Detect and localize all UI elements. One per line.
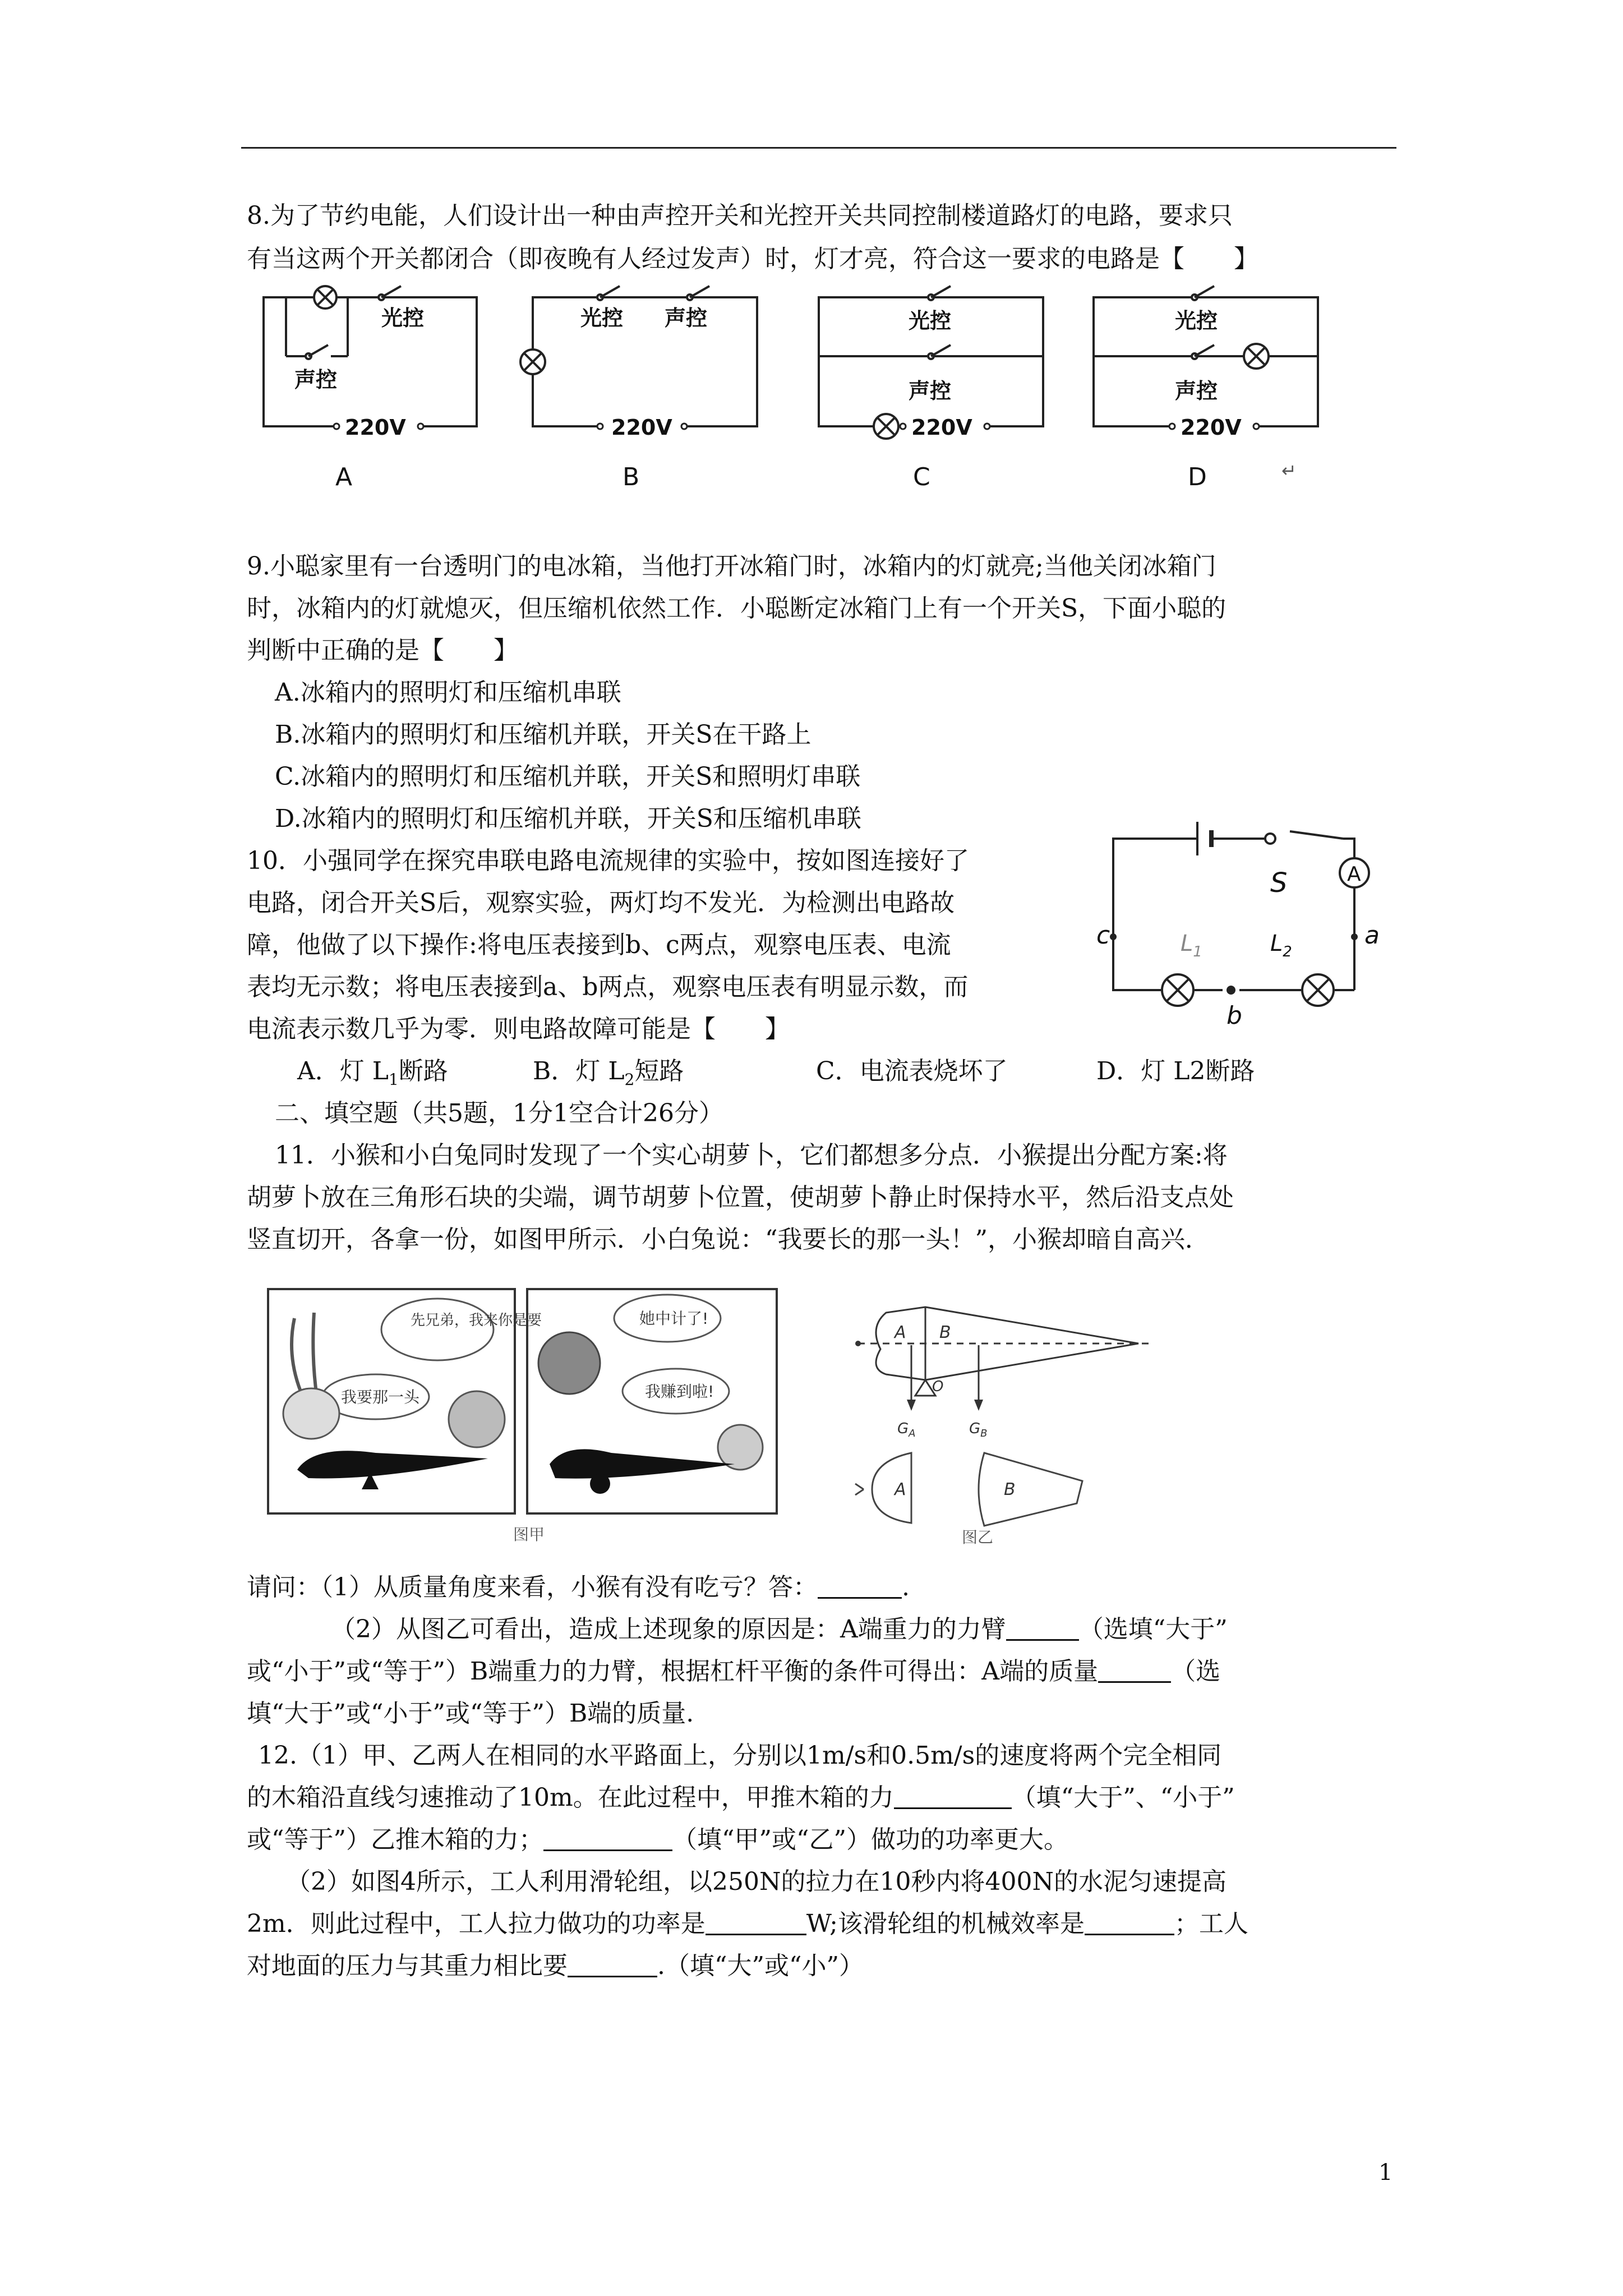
q10-ammeter-label: A bbox=[1347, 863, 1361, 886]
q12-blank-1[interactable] bbox=[894, 1783, 1012, 1809]
q10-option-c: C．电流表烧坏了 bbox=[816, 1057, 1008, 1085]
q11-blank-1[interactable] bbox=[818, 1572, 902, 1599]
comic-caption: 图甲 bbox=[513, 1525, 545, 1544]
q11-ask4: 填“大于”或“小于”或“等于”）B端的质量. bbox=[247, 1699, 694, 1728]
q9-line2: 时，冰箱内的灯就熄灭，但压缩机依然工作．小聪断定冰箱门上有一个开关S，下面小聪的 bbox=[247, 594, 1227, 623]
q12-line1: 12.（1）甲、乙两人在相同的水平路面上，分别以1m/s和0.5m/s的速度将两个完全相同 bbox=[258, 1741, 1222, 1770]
comic-bubble-1: 先兄弟，我来你是要 bbox=[411, 1312, 542, 1329]
q10-lamp-l1-label: $L_1$ bbox=[1181, 931, 1202, 960]
comic-bubble-4: 我赚到啦! bbox=[645, 1382, 714, 1401]
q8-d-light-label: 光控 bbox=[1175, 309, 1218, 333]
q8-option-c-label: C bbox=[913, 463, 930, 491]
q8-a-sound-label: 声控 bbox=[294, 367, 338, 392]
comic-bubble-2: 我要那一头 bbox=[341, 1388, 420, 1406]
q8-option-a-label: A bbox=[335, 463, 353, 491]
q8-c-light-label: 光控 bbox=[909, 309, 952, 333]
header-rule bbox=[241, 147, 1396, 149]
q12-line3: 或“等于”）乙推木箱的力； （填“甲”或“乙”）做功的功率更大。 bbox=[247, 1825, 1068, 1854]
q12-line2: 的木箱沿直线匀速推动了10m。在此过程中，甲推木箱的力 （填“大于”、“小于” bbox=[247, 1783, 1235, 1812]
q10-point-c: c bbox=[1096, 921, 1110, 950]
q11-line3: 竖直切开，各拿一份，如图甲所示．小白兔说：“我要长的那一头！”，小猴却暗自高兴． bbox=[247, 1225, 1210, 1254]
q11-blank-2[interactable] bbox=[1006, 1614, 1079, 1641]
q10-lamp-l2-label: $L_2$ bbox=[1270, 931, 1292, 960]
q12-line6: 对地面的压力与其重力相比要 .（填“大”或“小”） bbox=[247, 1952, 864, 1980]
q8-b-voltage: 220V bbox=[611, 415, 672, 440]
q8-line2: 有当这两个开关都闭合（即夜晚有人经过发声）时，灯才亮，符合这一要求的电路是【 】 bbox=[247, 245, 1258, 273]
page-number: 1 bbox=[1378, 2160, 1393, 2185]
q8-circuit-options-figure bbox=[252, 283, 1329, 502]
lever-label-b: B bbox=[939, 1323, 951, 1342]
q11-blank-3[interactable] bbox=[1098, 1657, 1171, 1683]
q12-blank-2[interactable] bbox=[543, 1825, 672, 1851]
q10-line2: 电路，闭合开关S后，观察实验，两灯均不发光．为检测出电路故 bbox=[247, 889, 955, 917]
q8-c-voltage: 220V bbox=[911, 415, 972, 440]
q10-switch-label: S bbox=[1270, 867, 1288, 899]
q8-d-sound-label: 声控 bbox=[1175, 379, 1218, 403]
q9-option-c: C.冰箱内的照明灯和压缩机并联，开关S和照明灯串联 bbox=[275, 762, 861, 791]
q12-line5: 2m．则此过程中，工人拉力做功的功率是 W;该滑轮组的机械效率是 ；工人 bbox=[247, 1910, 1248, 1938]
q11-ask2: （2）从图乙可看出，造成上述现象的原因是：A端重力的力臂 （选填“大于” bbox=[331, 1615, 1228, 1644]
lever-label-ga: $G_A$ bbox=[897, 1420, 916, 1439]
q8-b-light-label: 光控 bbox=[580, 306, 624, 330]
q8-d-voltage: 220V bbox=[1181, 415, 1242, 440]
q10-option-b: B．灯 $L_2$短路 bbox=[533, 1057, 684, 1089]
q9-option-d: D.冰箱内的照明灯和压缩机并联，开关S和压缩机串联 bbox=[275, 804, 861, 833]
lever-piece-b-label: B bbox=[1004, 1480, 1016, 1499]
q8-b-sound-label: 声控 bbox=[665, 306, 708, 330]
q11-comic-figure-jia bbox=[264, 1285, 785, 1548]
q12-line4: （2）如图4所示，工人利用滑轮组，以250N的拉力在10秒内将400N的水泥匀速提高 bbox=[286, 1867, 1227, 1896]
lever-caption: 图乙 bbox=[962, 1528, 994, 1547]
q10-line3: 障，他做了以下操作:将电压表接到b、c两点，观察电压表、电流 bbox=[247, 931, 951, 959]
q11-ask1: 请问：（1）从质量角度来看，小猴有没有吃亏？答： . bbox=[247, 1573, 910, 1602]
q12-blank-4[interactable] bbox=[1085, 1909, 1174, 1935]
q8-c-sound-label: 声控 bbox=[909, 379, 952, 403]
q9-option-a: A.冰箱内的照明灯和压缩机串联 bbox=[275, 678, 621, 707]
lever-piece-a-label: A bbox=[895, 1480, 906, 1499]
q10-series-circuit-figure bbox=[1096, 797, 1388, 1043]
q10-line5: 电流表示数几乎为零．则电路故障可能是【 】 bbox=[247, 1015, 790, 1043]
svg-text:↵: ↵ bbox=[1281, 460, 1297, 481]
q10-line1: 10．小强同学在探究串联电路电流规律的实验中，按如图连接好了 bbox=[247, 846, 969, 875]
lever-label-o: O bbox=[932, 1378, 944, 1395]
q11-line2: 胡萝卜放在三角形石块的尖端，调节胡萝卜位置，使胡萝卜静止时保持水平，然后沿支点处 bbox=[247, 1183, 1234, 1212]
lever-label-gb: $G_B$ bbox=[969, 1420, 988, 1439]
q10-option-a: A．灯 $L_1$断路 bbox=[297, 1057, 448, 1089]
lever-label-a: A bbox=[895, 1323, 906, 1342]
q10-option-d: D．灯 L2断路 bbox=[1096, 1057, 1255, 1085]
q8-a-light-label: 光控 bbox=[381, 306, 425, 330]
q9-option-b: B.冰箱内的照明灯和压缩机并联，开关S在干路上 bbox=[275, 720, 811, 749]
q8-option-d-label: D bbox=[1188, 463, 1207, 491]
q9-line1: 9.小聪家里有一台透明门的电冰箱，当他打开冰箱门时，冰箱内的灯就亮;当他关闭冰箱门 bbox=[247, 552, 1216, 581]
q11-lever-figure-yi bbox=[847, 1296, 1161, 1548]
q12-blank-3[interactable] bbox=[706, 1909, 806, 1935]
q11-line1: 11．小猴和小白兔同时发现了一个实心胡萝卜，它们都想多分点．小猴提出分配方案:将 bbox=[275, 1141, 1228, 1170]
comic-bubble-3: 她中计了! bbox=[639, 1309, 709, 1328]
q11-ask3: 或“小于”或“等于”）B端重力的力臂，根据杠杆平衡的条件可得出：A端的质量 （选 bbox=[247, 1657, 1221, 1686]
q8-a-voltage: 220V bbox=[345, 415, 406, 440]
q10-point-b: b bbox=[1227, 1001, 1242, 1030]
q9-line3: 判断中正确的是【 】 bbox=[247, 636, 518, 665]
q12-blank-5[interactable] bbox=[568, 1951, 657, 1977]
q8-option-b-label: B bbox=[623, 463, 640, 491]
q10-line4: 表均无示数；将电压表接到a、b两点，观察电压表有明显示数，而 bbox=[247, 973, 969, 1001]
section2-heading: 二、填空题（共5题，1分1空合计26分） bbox=[275, 1099, 723, 1128]
q10-point-a: a bbox=[1364, 921, 1380, 950]
q8-line1: 8.为了节约电能，人们设计出一种由声控开关和光控开关共同控制楼道路灯的电路，要求只 bbox=[247, 201, 1233, 230]
